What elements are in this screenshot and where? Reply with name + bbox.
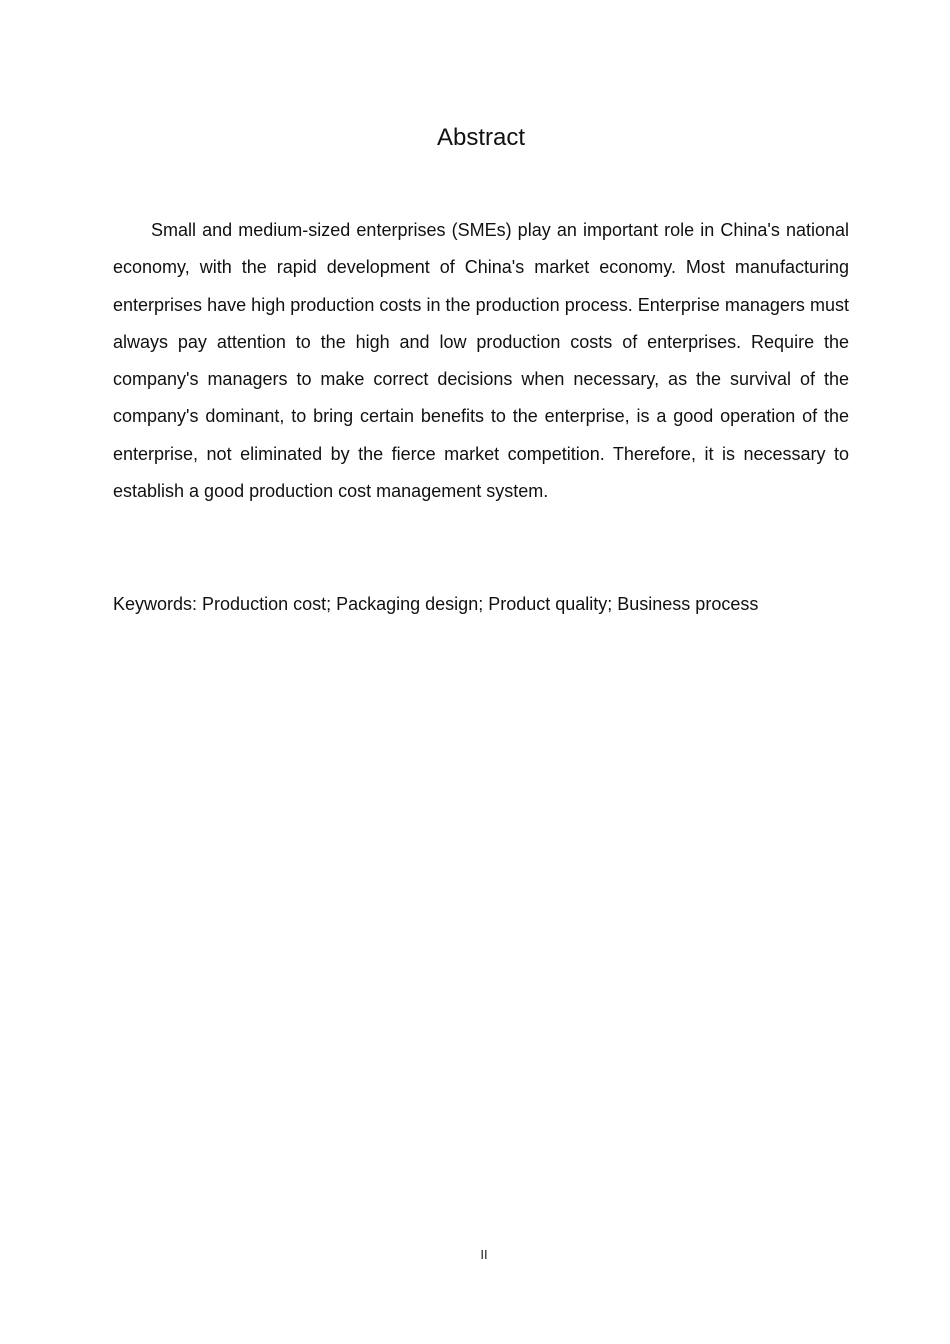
abstract-paragraph: Small and medium-sized enterprises (SMEs) play an important role in China's national economy, with the rapid development of China's market economy. Most manufacturing enterprises have high production costs in the production process. Enterprise managers must always pay attention to the high and low production costs of enterprises. Require the company's managers to make correct decisions when necessary, as the survival of the company's dominant, to bring certain benefits to the enterprise, is a good operation of the enterprise, not eliminated by the fierce market competition. Therefore, it is necessary to establish a good production cost management system.: [113, 220, 849, 502]
page-number: II: [480, 1247, 488, 1262]
page-title: Abstract: [436, 124, 526, 151]
keywords-line: Keywords: Production cost; Packaging design; Product quality; Business process: [113, 594, 759, 614]
